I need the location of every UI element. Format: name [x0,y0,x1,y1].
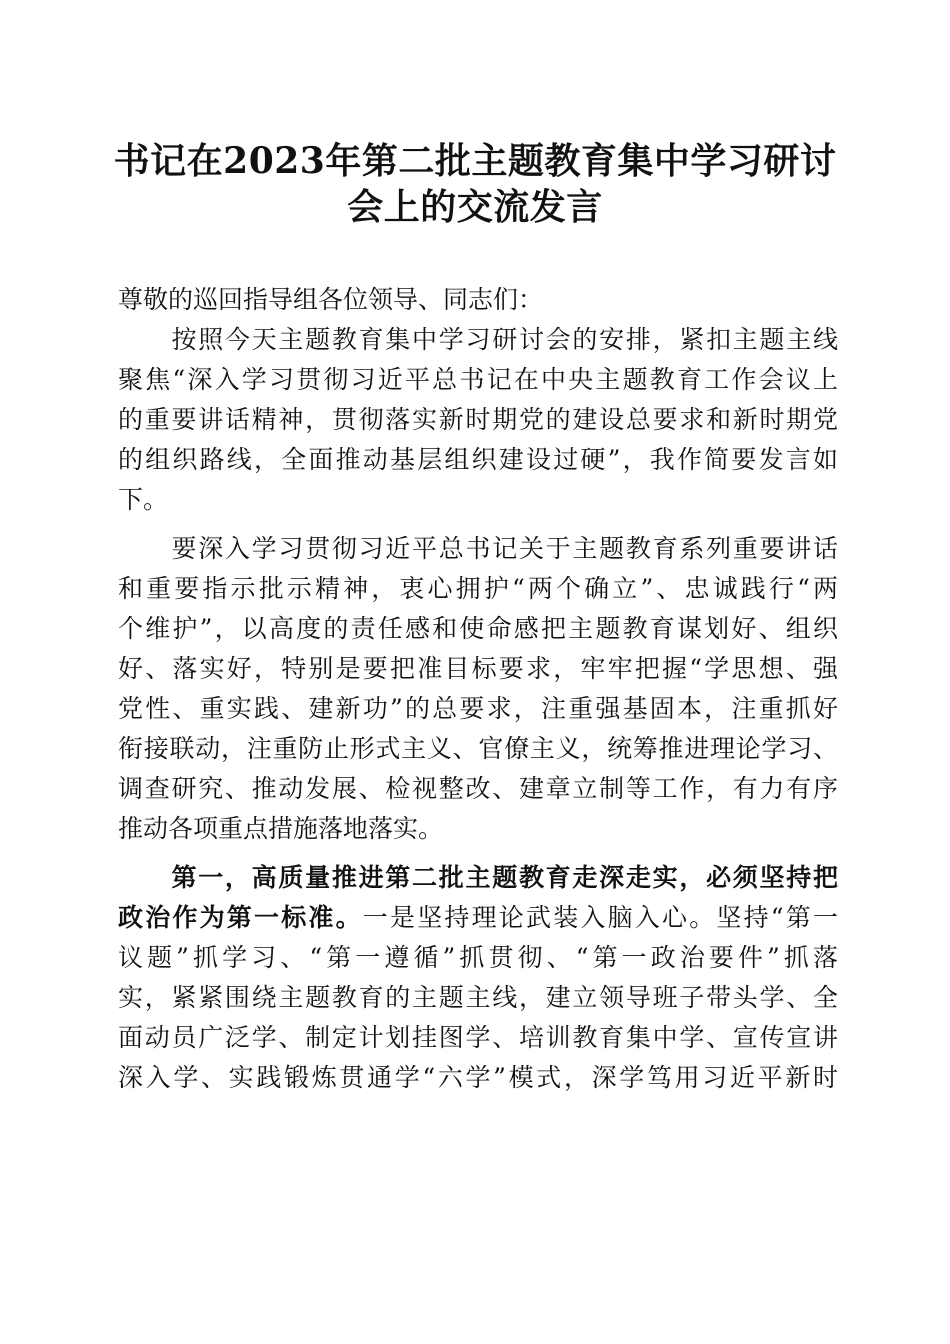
paragraph-line: 的组织路线，全面推动基层组织建设过硬”，我作简要发言如 [118,445,838,474]
paragraph-line: 个维护”，以高度的责任感和使命感把主题教育谋划好、组织 [118,614,838,643]
paragraph-3 [118,858,838,1098]
paragraph-line: 议题”抓学习、“第一遵循”抓贯彻、“第一政治要件”抓落 [118,943,838,972]
paragraph-line: 聚焦“深入学习贯彻习近平总书记在中央主题教育工作会议上 [118,365,838,394]
paragraph-1 [118,320,838,520]
paragraph-line: 衔接联动，注重防止形式主义、官僚主义，统筹推进理论学习、 [118,734,838,763]
paragraph-line: 要深入学习贯彻习近平总书记关于主题教育系列重要讲话 [118,534,838,563]
salutation [118,280,838,320]
paragraph-line: 按照今天主题教育集中学习研讨会的安排，紧扣主题主线 [118,325,838,354]
section-heading-tail: 政治作为第一标准。 [118,903,363,932]
paragraph-line: 的重要讲话精神，贯彻落实新时期党的建设总要求和新时期党 [118,405,838,434]
title-line-1: 书记在2023年第二批主题教育集中学习研讨 [113,140,837,182]
paragraph-line: 和重要指示批示精神，衷心拥护“两个确立”、忠诚践行“两 [118,574,838,603]
paragraph-line: 党性、重实践、建新功”的总要求，注重强基固本，注重抓好 [118,694,838,723]
salutation-line: 尊敬的巡回指导组各位领导、同志们： [118,285,544,314]
paragraph-line: 好、落实好，特别是要把准目标要求，牢牢把握“学思想、强 [118,654,838,683]
title-line-2: 会上的交流发言 [347,186,603,228]
paragraph-line: 下。 [118,485,169,514]
paragraph-line-mixed [118,898,838,938]
section-heading-line: 第一，高质量推进第二批主题教育走深走实，必须坚持把 [118,863,838,892]
paragraph-line: 推动各项重点措施落地落实。 [118,814,444,843]
paragraph-line: 调查研究、推动发展、检视整改、建章立制等工作，有力有序 [118,774,838,803]
document-title [100,138,850,230]
paragraph-2 [118,529,838,849]
paragraph-line: 实，紧紧围绕主题教育的主题主线，建立领导班子带头学、全 [118,983,838,1012]
paragraph-line: 面动员广泛学、制定计划挂图学、培训教育集中学、宣传宣讲 [118,1023,838,1052]
document-body [118,280,838,1098]
paragraph-line: 深入学、实践锻炼贯通学“六学”模式，深学笃用习近平新时 [118,1063,838,1092]
paragraph-line-rest: 一是坚持理论武装入脑入心。坚持“第一 [362,903,838,932]
